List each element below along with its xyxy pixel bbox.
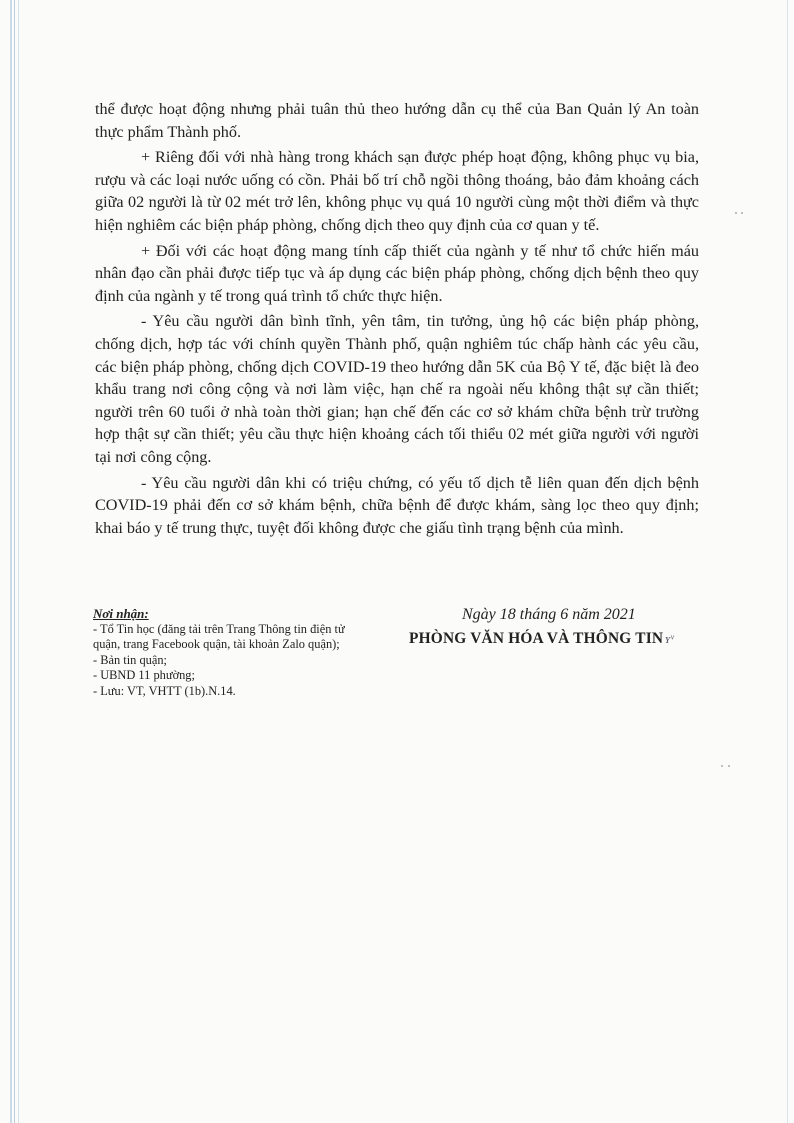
initial-mark: ʏᵛ <box>665 631 675 646</box>
paragraph-symptom-reporting: - Yêu cầu người dân khi có triệu chứng, có yếu tố dịch tễ liên quan đến dịch bệnh COVID-19 phải đến cơ sở khám bệnh, chữa bệnh để được khám, sàng lọc theo quy định; khai báo y tế trung thực, tuyệt đối không được che giấu tình trạng bệnh của mình. <box>95 473 699 537</box>
recipient-item: - Tổ Tin học (đăng tải trên Trang Thông tin điện tử quận, trang Facebook quận, tài khoản Zalo quận); <box>93 621 345 652</box>
scan-edge-left <box>10 0 12 1123</box>
recipient-item: - UBND 11 phường; <box>93 668 195 683</box>
recipients-block <box>93 606 365 700</box>
recipient-item: - Lưu: VT, VHTT (1b).N.14. <box>93 683 236 698</box>
document-body <box>95 98 699 542</box>
scan-speck <box>728 765 730 767</box>
scan-speck <box>741 212 743 214</box>
scan-edge-left-faint <box>18 0 19 1123</box>
scan-speck <box>735 212 737 214</box>
recipients-heading: Nơi nhận: <box>93 606 149 621</box>
paragraph-health-activities: + Đối với các hoạt động mang tính cấp thiết của ngành y tế như tổ chức hiến máu nhân đạo cần phải được tiếp tục và áp dụng các biện pháp phòng, chống dịch bệnh theo quy định của ngành y tế trong quá trình tổ chức thực hiện. <box>95 241 699 305</box>
scan-edge-left-inner <box>14 0 15 1123</box>
paragraph-public-requirements: - Yêu cầu người dân bình tĩnh, yên tâm, tin tưởng, ủng hộ các biện pháp phòng, chống dịch, hợp tác với chính quyền Thành phố, quận nghiêm túc chấp hành các yêu cầu, các biện pháp phòng, chống dịch COVID-19 theo hướng dẫn 5K của Bộ Y tế, đặc biệt là đeo khẩu trang nơi công cộng và nơi làm việc, hạn chế ra ngoài nếu không thật sự cần thiết; người trên 60 tuổi ở nhà toàn thời gian; hạn chế đến các cơ sở khám chữa bệnh trừ trường hợp thật sự cần thiết; yêu cầu thực hiện khoảng cách tối thiểu 02 mét giữa người với người tại nơi công cộng. <box>95 312 699 466</box>
paragraph-hotel-restaurants: + Riêng đối với nhà hàng trong khách sạn được phép hoạt động, không phục vụ bia, rượu và các loại nước uống có cồn. Phải bố trí chỗ ngồi thông thoáng, bảo đảm khoảng cách giữa 02 người là từ 02 mét trở lên, không phục vụ quá 10 người cùng một thời điểm và thực hiện nghiêm các biện pháp phòng, chống dịch theo quy định của cơ quan y tế. <box>95 148 699 234</box>
paragraph-continuation: thể được hoạt động nhưng phải tuân thủ theo hướng dẫn cụ thể của Ban Quản lý An toàn thực phẩm Thành phố. <box>95 100 699 141</box>
scan-speck <box>721 765 723 767</box>
signing-office-name: PHÒNG VĂN HÓA VÀ THÔNG TIN <box>409 630 664 647</box>
recipient-item: - Bản tin quận; <box>93 652 167 667</box>
scan-edge-right <box>787 0 788 1123</box>
signing-office <box>409 630 729 648</box>
document-date: Ngày 18 tháng 6 năm 2021 <box>462 606 636 623</box>
